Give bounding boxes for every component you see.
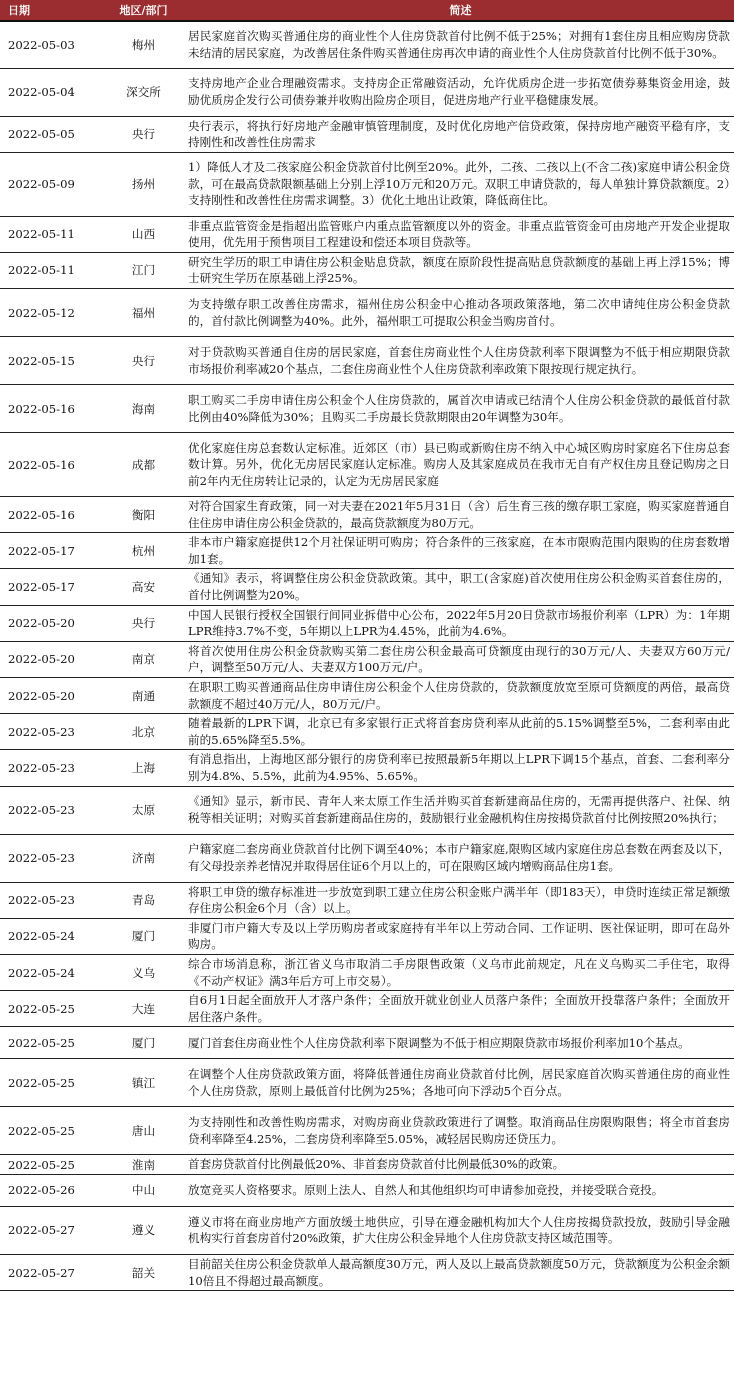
table-row xyxy=(0,882,734,918)
row-date: 2022-05-05 xyxy=(0,116,100,152)
table-row xyxy=(0,1254,734,1290)
row-date: 2022-05-25 xyxy=(0,1107,100,1155)
row-desc: 放宽竞买人资格要求。原则上法人、自然人和其他组织均可申请参加竞投，并接受联合竞投。 xyxy=(187,1174,734,1206)
table-row xyxy=(0,1155,734,1175)
row-desc: 遵义市将在商业房地产方面放缓土地供应，引导在遵金融机构加大个人住房按揭贷款投放，鼓励引导金融机构实行首套房首付20%政策，扩大住房公积金异地个人住房贷款支持区域范围等。 xyxy=(187,1206,734,1254)
row-region: 青岛 xyxy=(100,882,187,918)
table-row xyxy=(0,1107,734,1155)
table-row xyxy=(0,152,734,216)
row-region: 梅州 xyxy=(100,21,187,68)
row-date: 2022-05-16 xyxy=(0,497,100,533)
row-region: 南通 xyxy=(100,678,187,714)
row-region: 南京 xyxy=(100,641,187,677)
row-region: 淮南 xyxy=(100,1155,187,1175)
row-region: 衡阳 xyxy=(100,497,187,533)
row-date: 2022-05-20 xyxy=(0,678,100,714)
row-desc: 《通知》表示，将调整住房公积金贷款政策。其中，职工(含家庭)首次使用住房公积金购买首套住房的，首付比例调整为20%。 xyxy=(187,569,734,605)
row-region: 中山 xyxy=(100,1174,187,1206)
table-row xyxy=(0,1027,734,1059)
row-region: 义乌 xyxy=(100,954,187,990)
row-region: 江门 xyxy=(100,252,187,288)
row-desc: 居民家庭首次购买普通住房的商业性个人住房贷款首付比例不低于25%；对拥有1套住房且相应购房贷款未结清的居民家庭，为改善居住条件购买普通住房再次申请的商业性个人住房贷款首付比例不低于30%。 xyxy=(187,21,734,68)
row-date: 2022-05-12 xyxy=(0,289,100,337)
row-region: 杭州 xyxy=(100,533,187,569)
row-desc: 对符合国家生育政策，同一对夫妻在2021年5月31日（含）后生育三孩的缴存职工家庭，购买家庭普通自住住房申请住房公积金贷款的，最高贷款额度为80万元。 xyxy=(187,497,734,533)
row-desc: 目前韶关住房公积金贷款单人最高额度30万元，两人及以上最高贷款额度50万元，贷款额度为公积金余额10倍且不得超过最高额度。 xyxy=(187,1254,734,1290)
row-date: 2022-05-27 xyxy=(0,1254,100,1290)
row-date: 2022-05-23 xyxy=(0,714,100,750)
row-desc: 非本市户籍家庭提供12个月社保证明可购房；符合条件的三孩家庭，在本市限购范围内限购的住房套数增加1套。 xyxy=(187,533,734,569)
table-row xyxy=(0,1206,734,1254)
row-region: 厦门 xyxy=(100,1027,187,1059)
row-date: 2022-05-11 xyxy=(0,216,100,252)
row-desc: 研究生学历的职工申请住房公积金贴息贷款，额度在原阶段性提高贴息贷款额度的基础上再上浮15%；博士研究生学历在原基础上浮25%。 xyxy=(187,252,734,288)
row-desc: 首套房贷款首付比例最低20%、非首套房贷款首付比例最低30%的政策。 xyxy=(187,1155,734,1175)
row-desc: 中国人民银行授权全国银行间同业拆借中心公布，2022年5月20日贷款市场报价利率（LPR）为：1年期LPR维持3.7%不变，5年期以上LPR为4.45%，此前为4.6%。 xyxy=(187,605,734,641)
row-date: 2022-05-25 xyxy=(0,1027,100,1059)
row-desc: 在调整个人住房贷款政策方面，将降低普通住房商业贷款首付比例，居民家庭首次购买普通住房的商业性个人住房贷款，原则上最低首付比例为25%；各地可向下浮动5个百分点。 xyxy=(187,1059,734,1107)
header-desc: 简述 xyxy=(187,0,734,21)
table-row xyxy=(0,289,734,337)
row-date: 2022-05-24 xyxy=(0,918,100,954)
row-desc: 优化家庭住房总套数认定标准。近郊区（市）县已购或新购住房不纳入中心城区购房时家庭名下住房总套数计算。另外，优化无房居民家庭认定标准。购房人及其家庭成员在我市无自有产权住房且登记购房之日前2年内无住房转让记录的，认定为无房居民家庭 xyxy=(187,433,734,497)
row-desc: 随着最新的LPR下调，北京已有多家银行正式将首套房贷利率从此前的5.15%调整至5%，二套利率由此前的5.65%降至5.5%。 xyxy=(187,714,734,750)
table-body xyxy=(0,21,734,1291)
row-region: 太原 xyxy=(100,786,187,834)
table-header xyxy=(0,0,734,21)
row-date: 2022-05-09 xyxy=(0,152,100,216)
table-row xyxy=(0,954,734,990)
row-date: 2022-05-26 xyxy=(0,1174,100,1206)
table-row xyxy=(0,750,734,786)
table-row xyxy=(0,714,734,750)
row-region: 海南 xyxy=(100,385,187,433)
row-desc: 职工购买二手房申请住房公积金个人住房贷款的，属首次申请或已结清个人住房公积金贷款的最低首付款比例由40%降低为30%；且购买二手房最长贷款期限由20年调整为30年。 xyxy=(187,385,734,433)
table-row xyxy=(0,533,734,569)
row-desc: 非厦门市户籍大专及以上学历购房者或家庭持有半年以上劳动合同、工作证明、医社保证明，即可在岛外购房。 xyxy=(187,918,734,954)
table-row xyxy=(0,433,734,497)
row-desc: 自6月1日起全面放开人才落户条件；全面放开就业创业人员落户条件；全面放开投靠落户条件；全面放开居住落户条件。 xyxy=(187,991,734,1027)
row-date: 2022-05-15 xyxy=(0,337,100,385)
row-region: 大连 xyxy=(100,991,187,1027)
row-date: 2022-05-25 xyxy=(0,1059,100,1107)
table-row xyxy=(0,569,734,605)
row-region: 厦门 xyxy=(100,918,187,954)
row-date: 2022-05-17 xyxy=(0,533,100,569)
header-region: 地区/部门 xyxy=(100,0,187,21)
row-desc: 厦门首套住房商业性个人住房贷款利率下限调整为不低于相应期限贷款市场报价利率加10个基点。 xyxy=(187,1027,734,1059)
row-desc: 有消息指出，上海地区部分银行的房贷利率已按照最新5年期以上LPR下调15个基点，首套、二套利率分别为4.8%、5.5%，此前为4.95%、5.65%。 xyxy=(187,750,734,786)
row-date: 2022-05-23 xyxy=(0,750,100,786)
row-region: 遵义 xyxy=(100,1206,187,1254)
row-region: 福州 xyxy=(100,289,187,337)
table-row xyxy=(0,252,734,288)
row-desc: 为支持缴存职工改善住房需求，福州住房公积金中心推动各项政策落地，第二次申请纯住房公积金贷款的，首付款比例调整为40%。此外，福州职工可提取公积金当购房首付。 xyxy=(187,289,734,337)
row-desc: 户籍家庭二套房商业贷款首付比例下调至40%；本市户籍家庭,限购区域内家庭住房总套数在两套及以下，有父母投亲养老情况并取得居住证6个月以上的，可在限购区域内增购商品住房1套。 xyxy=(187,834,734,882)
row-date: 2022-05-25 xyxy=(0,991,100,1027)
table-row xyxy=(0,1059,734,1107)
row-desc: 为支持刚性和改善性购房需求，对购房商业贷款政策进行了调整。取消商品住房限购限售；将全市首套房贷利率降至4.25%，二套房贷利率降至5.05%，减轻居民购房还贷压力。 xyxy=(187,1107,734,1155)
row-desc: 将首次使用住房公积金贷款购买第二套住房公积金最高可贷额度由现行的30万元/人、夫妻双方60万元/户，调整至50万元/人、夫妻双方100万元/户。 xyxy=(187,641,734,677)
header-row xyxy=(0,0,734,21)
row-region: 济南 xyxy=(100,834,187,882)
row-date: 2022-05-24 xyxy=(0,954,100,990)
table-row xyxy=(0,385,734,433)
row-region: 北京 xyxy=(100,714,187,750)
row-region: 深交所 xyxy=(100,68,187,116)
row-region: 高安 xyxy=(100,569,187,605)
row-desc: 支持房地产企业合理融资需求。支持房企正常融资活动，允许优质房企进一步拓宽债券募集资金用途，鼓励优质房企发行公司债券兼并收购出险房企项目，促进房地产行业平稳健康发展。 xyxy=(187,68,734,116)
table-row xyxy=(0,216,734,252)
row-date: 2022-05-20 xyxy=(0,641,100,677)
table-row xyxy=(0,918,734,954)
row-region: 央行 xyxy=(100,116,187,152)
row-date: 2022-05-16 xyxy=(0,433,100,497)
table-row xyxy=(0,834,734,882)
row-region: 扬州 xyxy=(100,152,187,216)
row-date: 2022-05-03 xyxy=(0,21,100,68)
table-row xyxy=(0,337,734,385)
row-date: 2022-05-25 xyxy=(0,1155,100,1175)
header-date: 日期 xyxy=(0,0,100,21)
row-desc: 《通知》显示，新市民、青年人来太原工作生活并购买首套新建商品住房的，无需再提供落户、社保、纳税等相关证明；对购买首套新建商品住房的，鼓励银行业金融机构住房按揭贷款首付比例按照20%执行； xyxy=(187,786,734,834)
row-date: 2022-05-23 xyxy=(0,786,100,834)
row-desc: 1）降低人才及二孩家庭公积金贷款首付比例至20%。此外，二孩、二孩以上(不含二孩)家庭申请公积金贷款，可在最高贷款限额基础上分别上浮10万元和20万元。双职工申请贷款的，每人单独计算贷款额度。2）支持刚性和改善性住房需求调整。3）优化土地出让政策，降低商住比。 xyxy=(187,152,734,216)
row-desc: 综合市场消息称，浙江省义乌市取消二手房限售政策（义乌市此前规定，凡在义乌购买二手住宅，取得《不动产权证》满3年后方可上市交易）。 xyxy=(187,954,734,990)
table-row xyxy=(0,991,734,1027)
row-region: 央行 xyxy=(100,337,187,385)
row-date: 2022-05-20 xyxy=(0,605,100,641)
row-desc: 央行表示，将执行好房地产金融审慎管理制度，及时优化房地产信贷政策，保持房地产融资平稳有序，支持刚性和改善性住房需求 xyxy=(187,116,734,152)
table-row xyxy=(0,116,734,152)
row-region: 韶关 xyxy=(100,1254,187,1290)
row-desc: 在职职工购买普通商品住房申请住房公积金个人住房贷款的，贷款额度放宽至原可贷额度的两倍，最高贷款额度不超过40万元/人，80万元/户。 xyxy=(187,678,734,714)
row-date: 2022-05-16 xyxy=(0,385,100,433)
row-region: 唐山 xyxy=(100,1107,187,1155)
row-date: 2022-05-17 xyxy=(0,569,100,605)
row-date: 2022-05-23 xyxy=(0,834,100,882)
row-desc: 对于贷款购买普通自住房的居民家庭，首套住房商业性个人住房贷款利率下限调整为不低于相应期限贷款市场报价利率减20个基点，二套住房商业性个人住房贷款利率政策下限按现行规定执行。 xyxy=(187,337,734,385)
table-row xyxy=(0,1174,734,1206)
row-date: 2022-05-27 xyxy=(0,1206,100,1254)
table-row xyxy=(0,641,734,677)
row-region: 镇江 xyxy=(100,1059,187,1107)
row-date: 2022-05-11 xyxy=(0,252,100,288)
row-date: 2022-05-04 xyxy=(0,68,100,116)
table-row xyxy=(0,605,734,641)
row-region: 上海 xyxy=(100,750,187,786)
table-row xyxy=(0,497,734,533)
row-desc: 将职工申贷的缴存标准进一步放宽到职工建立住房公积金账户满半年（即183天），申贷时连续正常足额缴存住房公积金6个月（含）以上。 xyxy=(187,882,734,918)
table-row xyxy=(0,786,734,834)
row-date: 2022-05-23 xyxy=(0,882,100,918)
table-row xyxy=(0,678,734,714)
table-row xyxy=(0,21,734,68)
row-desc: 非重点监管资金是指超出监管账户内重点监管额度以外的资金。非重点监管资金可由房地产开发企业提取使用，优先用于预售项目工程建设和偿还本项目贷款等。 xyxy=(187,216,734,252)
row-region: 成都 xyxy=(100,433,187,497)
row-region: 山西 xyxy=(100,216,187,252)
row-region: 央行 xyxy=(100,605,187,641)
table-row xyxy=(0,68,734,116)
